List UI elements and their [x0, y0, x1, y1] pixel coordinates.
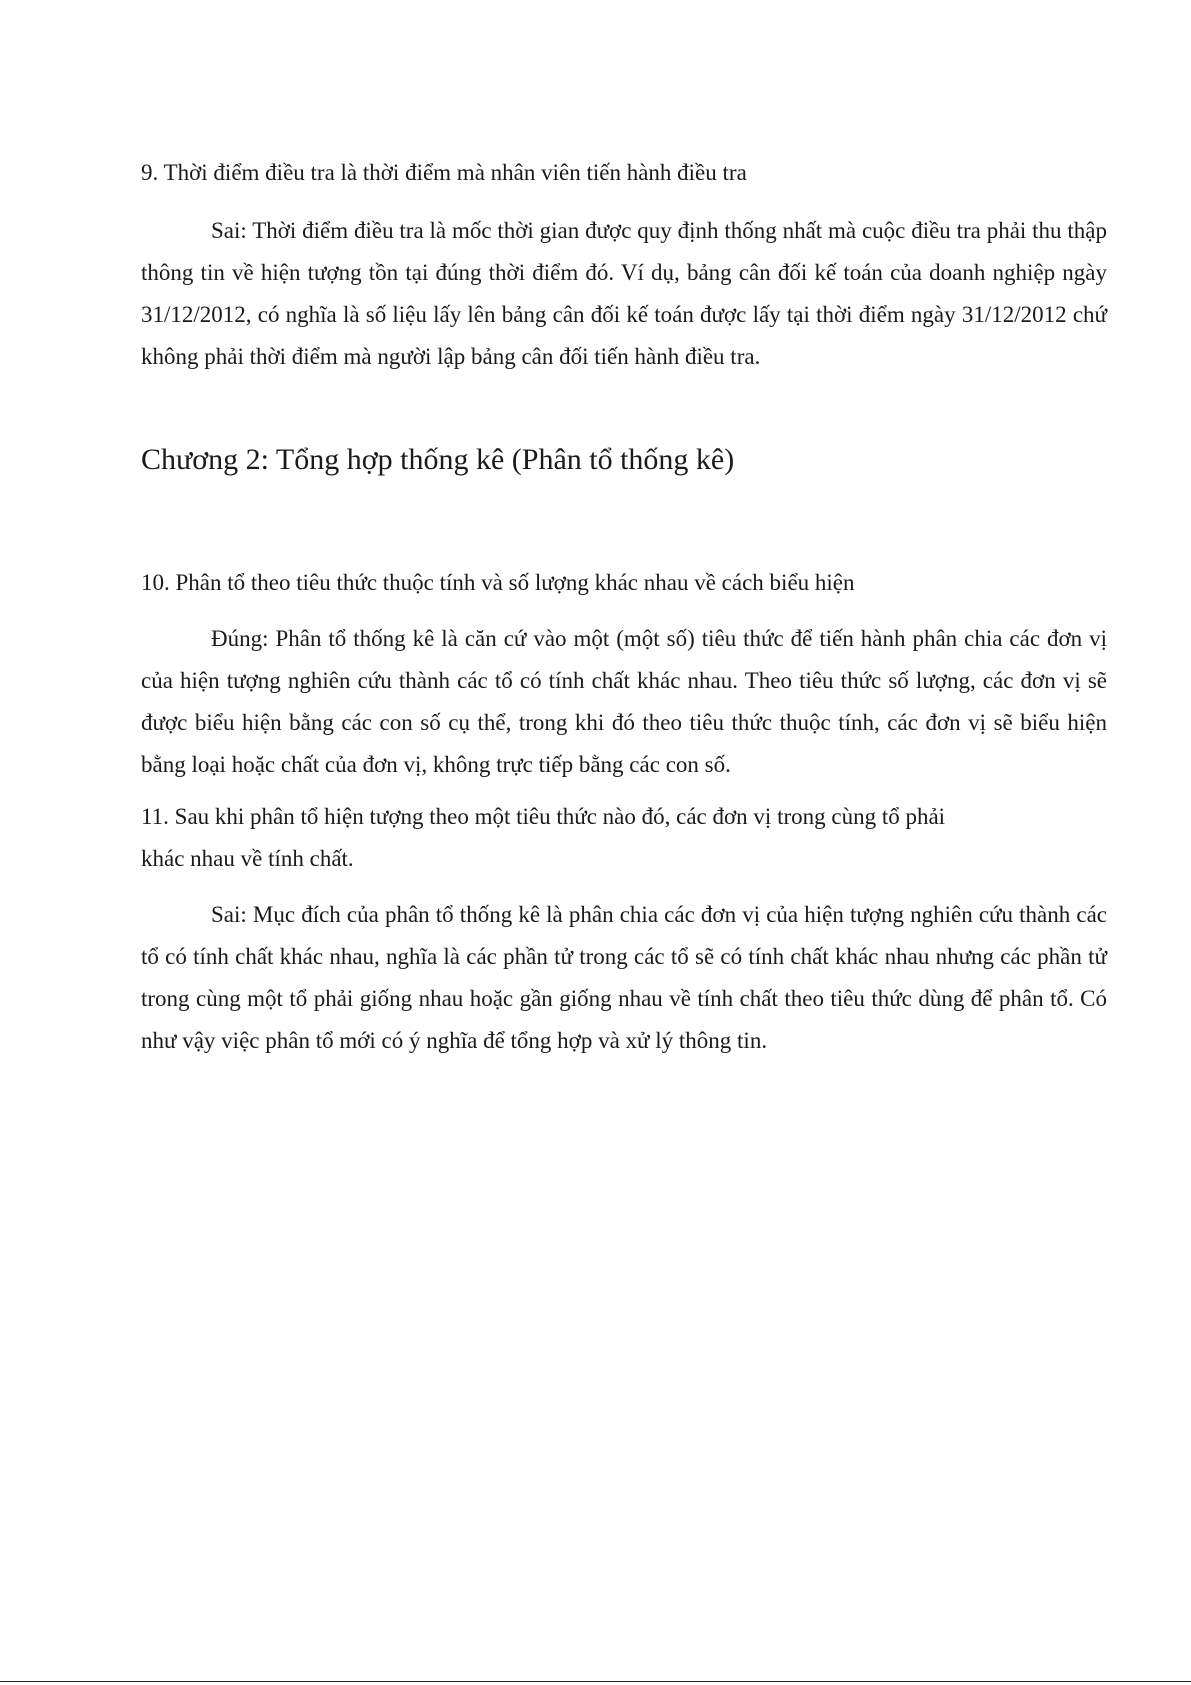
- question-10: 10. Phân tổ theo tiêu thức thuộc tính và số lượng khác nhau về cách biểu hiện: [141, 570, 855, 595]
- answer-9: Sai: Thời điểm điều tra là mốc thời gian được quy định thống nhất mà cuộc điều tra phải thu thập thông tin về hiện tượng tồn tại đúng thời điểm đó. Ví dụ, bảng cân đối kế toán của doanh nghiệp ngày 31/12/2012, có nghĩa là số liệu lấy lên bảng cân đối kế toán được lấy tại thời điểm ngày 31/12/2012 chứ không phải thời điểm mà người lập bảng cân đối tiến hành điều tra.: [141, 218, 1107, 369]
- page-content: [141, 152, 1107, 1062]
- question-11-line-2: khác nhau về tính chất.: [141, 846, 354, 871]
- answer-10: Đúng: Phân tổ thống kê là căn cứ vào một (một số) tiêu thức để tiến hành phân chia các đơn vị của hiện tượng nghiên cứu thành các tổ có tính chất khác nhau. Theo tiêu thức số lượng, các đơn vị sẽ được biểu hiện bằng các con số cụ thể, trong khi đó theo tiêu thức thuộc tính, các đơn vị sẽ biểu hiện bằng loại hoặc chất của đơn vị, không trực tiếp bằng các con số.: [141, 626, 1107, 777]
- chapter-2-title: Chương 2: Tổng hợp thống kê (Phân tổ thống kê): [141, 443, 735, 476]
- question-9: 9. Thời điểm điều tra là thời điểm mà nhân viên tiến hành điều tra: [141, 160, 747, 185]
- answer-11: Sai: Mục đích của phân tổ thống kê là phân chia các đơn vị của hiện tượng nghiên cứu thành các tổ có tính chất khác nhau, nghĩa là các phần tử trong các tổ sẽ có tính chất khác nhau nhưng các phần tử trong cùng một tổ phải giống nhau hoặc gần giống nhau về tính chất theo tiêu thức dùng để phân tổ. Có như vậy việc phân tổ mới có ý nghĩa để tổng hợp và xử lý thông tin.: [141, 902, 1107, 1053]
- question-11-line-1: 11. Sau khi phân tổ hiện tượng theo một tiêu thức nào đó, các đơn vị trong cùng tổ phải: [141, 804, 946, 829]
- footer-rule: [0, 1681, 1191, 1682]
